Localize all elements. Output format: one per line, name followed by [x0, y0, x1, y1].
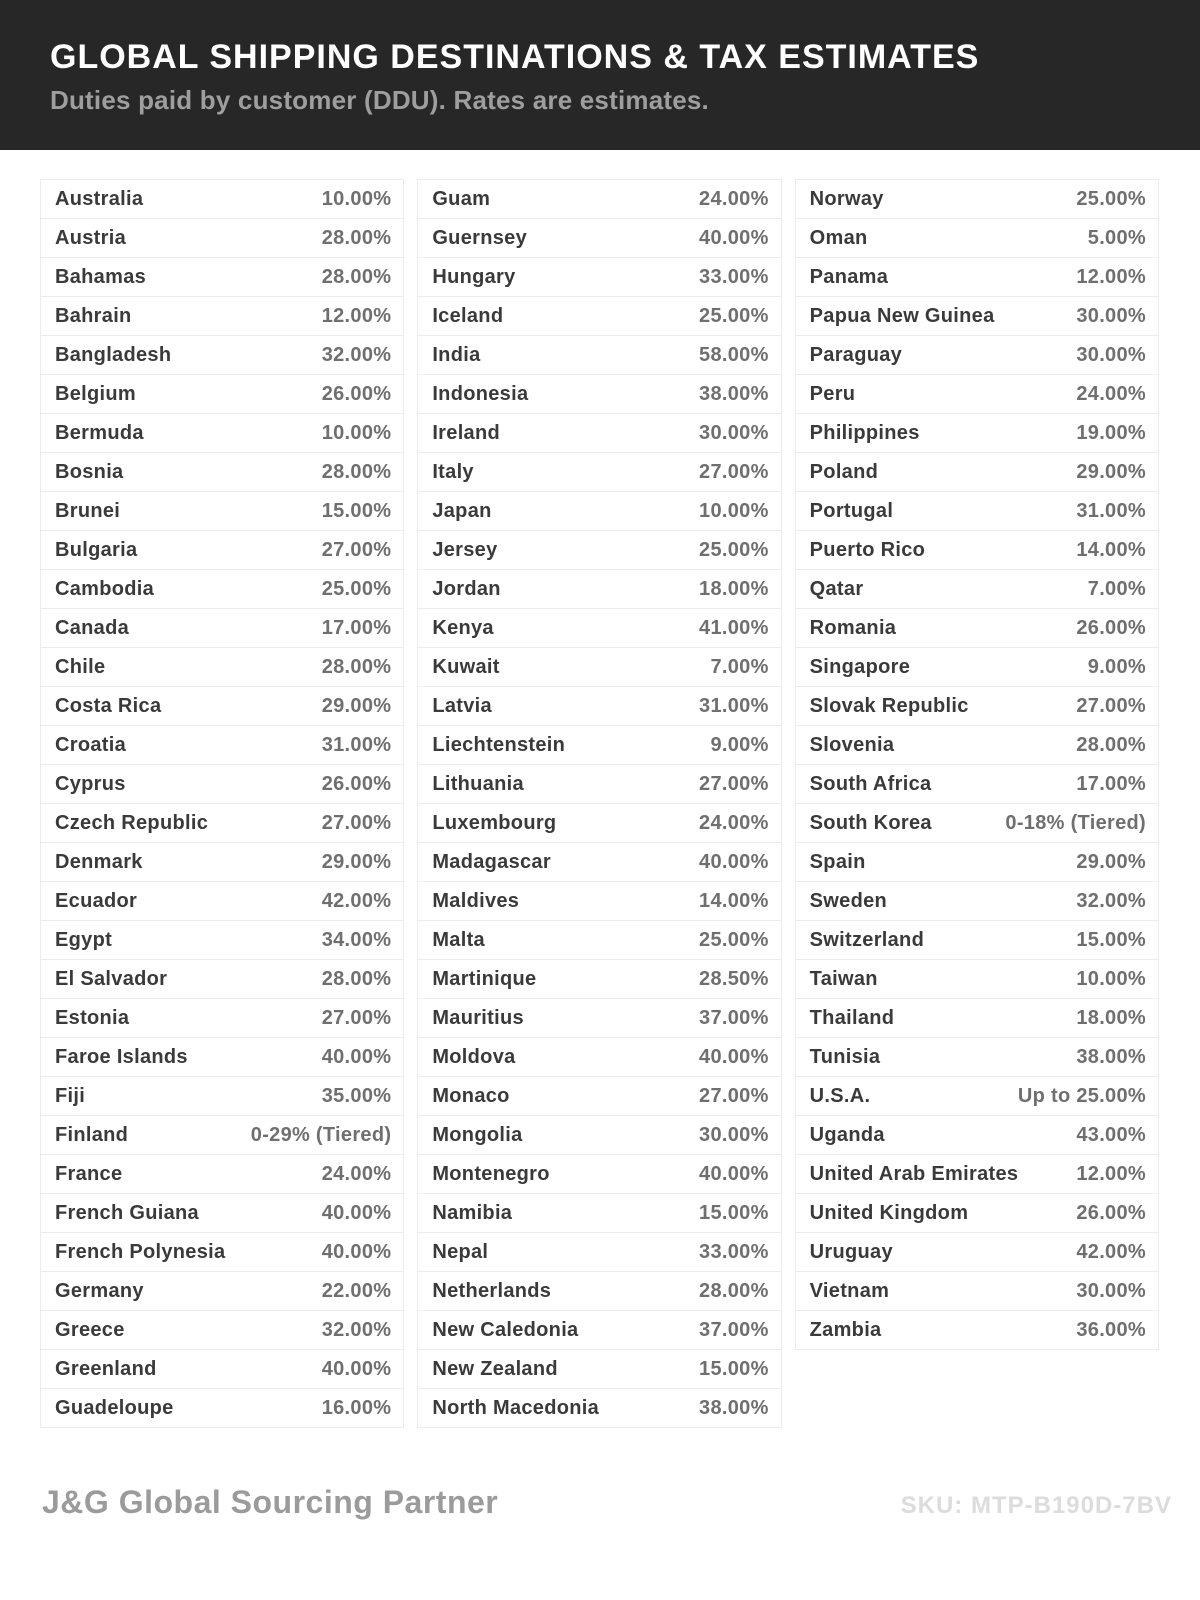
tax-rate: 7.00% — [710, 655, 769, 678]
table-row — [40, 686, 404, 726]
table-row — [417, 725, 781, 765]
tax-rate: 32.00% — [321, 343, 392, 366]
tax-rate: 15.00% — [699, 1357, 769, 1380]
tax-rate: 25.00% — [1076, 187, 1146, 210]
country-name: New Zealand — [432, 1357, 558, 1380]
table-row — [795, 296, 1159, 336]
country-name: Chile — [55, 655, 106, 678]
sku-label: SKU: MTP-B190D-7BV — [900, 1492, 1172, 1519]
table-row — [40, 842, 404, 882]
country-name: South Africa — [809, 772, 932, 795]
table-row — [795, 569, 1159, 609]
country-name: Spain — [809, 850, 866, 873]
tax-rate: 18.00% — [699, 577, 769, 600]
header-banner — [0, 0, 1200, 150]
tax-rate: 41.00% — [699, 616, 769, 639]
country-name: Peru — [809, 382, 856, 405]
tax-rate: 10.00% — [699, 499, 769, 522]
footer — [0, 1428, 1200, 1521]
tax-rate: 27.00% — [1076, 694, 1146, 717]
tax-rate: 42.00% — [1076, 1240, 1146, 1263]
table-row — [417, 1115, 781, 1155]
rates-column-1 — [40, 179, 404, 1428]
table-row — [40, 725, 404, 765]
tax-rate: 15.00% — [321, 499, 392, 522]
table-row — [795, 647, 1159, 687]
tax-rate: 26.00% — [321, 772, 392, 795]
tax-rate: 26.00% — [1076, 1201, 1146, 1224]
tax-rate: 29.00% — [1076, 460, 1146, 483]
country-name: Malta — [432, 928, 485, 951]
table-row — [417, 881, 781, 921]
tax-rate: 28.50% — [699, 967, 769, 990]
table-row — [795, 335, 1159, 375]
country-name: South Korea — [809, 811, 932, 834]
tax-rate: 33.00% — [699, 1240, 769, 1263]
table-row — [795, 803, 1159, 843]
table-row — [417, 296, 781, 336]
tax-rate: 28.00% — [321, 265, 392, 288]
table-row — [795, 179, 1159, 219]
table-row — [795, 920, 1159, 960]
table-row — [795, 452, 1159, 492]
tax-rate: 27.00% — [699, 460, 769, 483]
table-row — [795, 998, 1159, 1038]
country-name: Estonia — [55, 1006, 130, 1029]
country-name: Bangladesh — [55, 343, 172, 366]
table-row — [417, 374, 781, 414]
tax-rate: 10.00% — [321, 421, 392, 444]
table-row — [40, 374, 404, 414]
table-row — [417, 1232, 781, 1272]
tax-rate: 25.00% — [699, 304, 769, 327]
tax-rate: 10.00% — [1076, 967, 1146, 990]
country-name: Papua New Guinea — [809, 304, 995, 327]
country-name: Guadeloupe — [55, 1396, 174, 1419]
tax-rate: 30.00% — [1076, 1279, 1146, 1302]
tax-rate: 43.00% — [1076, 1123, 1146, 1146]
tax-rate: 40.00% — [321, 1240, 392, 1263]
country-name: Mongolia — [432, 1123, 523, 1146]
table-row — [417, 1310, 781, 1350]
country-name: Kuwait — [432, 655, 500, 678]
table-row — [417, 764, 781, 804]
tax-rate: 38.00% — [1076, 1045, 1146, 1068]
table-row — [40, 920, 404, 960]
country-name: Panama — [809, 265, 889, 288]
country-name: Zambia — [809, 1318, 882, 1341]
tax-rate: 7.00% — [1087, 577, 1146, 600]
rates-column-3 — [795, 179, 1159, 1350]
table-row — [795, 686, 1159, 726]
rates-table — [0, 150, 1200, 1428]
tax-rate: 32.00% — [321, 1318, 392, 1341]
table-row — [40, 491, 404, 531]
table-row — [40, 1388, 404, 1428]
tax-rate: 14.00% — [1076, 538, 1146, 561]
table-row — [795, 1154, 1159, 1194]
country-name: Maldives — [432, 889, 520, 912]
tax-rate: 17.00% — [1076, 772, 1146, 795]
table-row — [417, 335, 781, 375]
table-row — [417, 1388, 781, 1428]
tax-rate: 38.00% — [699, 1396, 769, 1419]
tax-rate: 40.00% — [699, 1162, 769, 1185]
country-name: Netherlands — [432, 1279, 552, 1302]
country-name: Uganda — [809, 1123, 885, 1146]
country-name: Latvia — [432, 694, 492, 717]
tax-rate: 28.00% — [321, 655, 392, 678]
country-name: Czech Republic — [55, 811, 209, 834]
tax-rate: 24.00% — [699, 187, 769, 210]
country-name: U.S.A. — [809, 1084, 871, 1107]
tax-rate: 38.00% — [699, 382, 769, 405]
tax-rate: 40.00% — [699, 226, 769, 249]
country-name: United Arab Emirates — [809, 1162, 1019, 1185]
country-name: Martinique — [432, 967, 537, 990]
rates-column-2 — [417, 179, 781, 1428]
table-row — [417, 842, 781, 882]
tax-rate: 37.00% — [699, 1318, 769, 1341]
country-name: Hungary — [432, 265, 516, 288]
tax-rate: 25.00% — [699, 928, 769, 951]
tax-rate: 15.00% — [699, 1201, 769, 1224]
country-name: Italy — [432, 460, 474, 483]
table-row — [417, 998, 781, 1038]
tax-rate: 40.00% — [321, 1201, 392, 1224]
country-name: Guam — [432, 187, 491, 210]
country-name: Cyprus — [55, 772, 126, 795]
country-name: Bosnia — [55, 460, 124, 483]
tax-rate: 31.00% — [321, 733, 392, 756]
country-name: Namibia — [432, 1201, 513, 1224]
tax-rate: 5.00% — [1087, 226, 1146, 249]
tax-rate: 25.00% — [699, 538, 769, 561]
table-row — [40, 452, 404, 492]
country-name: Iceland — [432, 304, 504, 327]
country-name: Nepal — [432, 1240, 489, 1263]
table-row — [40, 959, 404, 999]
tax-rate: 9.00% — [1087, 655, 1146, 678]
tax-rate: 10.00% — [321, 187, 392, 210]
country-name: Jersey — [432, 538, 498, 561]
tax-rate: 12.00% — [1076, 1162, 1146, 1185]
table-row — [417, 1193, 781, 1233]
table-row — [40, 1349, 404, 1389]
table-row — [40, 1232, 404, 1272]
country-name: Taiwan — [809, 967, 878, 990]
country-name: Bahrain — [55, 304, 132, 327]
tax-rate: 31.00% — [1076, 499, 1146, 522]
country-name: North Macedonia — [432, 1396, 600, 1419]
tax-rate: 34.00% — [321, 928, 392, 951]
table-row — [795, 764, 1159, 804]
country-name: Tunisia — [809, 1045, 881, 1068]
country-name: Greece — [55, 1318, 125, 1341]
country-name: Canada — [55, 616, 130, 639]
table-row — [40, 569, 404, 609]
country-name: Kenya — [432, 616, 494, 639]
table-row — [40, 1154, 404, 1194]
table-row — [40, 608, 404, 648]
country-name: Sweden — [809, 889, 888, 912]
tax-rate: 30.00% — [1076, 304, 1146, 327]
country-name: Finland — [55, 1123, 129, 1146]
country-name: Puerto Rico — [809, 538, 926, 561]
tax-rate: 12.00% — [321, 304, 392, 327]
tax-rate: 33.00% — [699, 265, 769, 288]
table-row — [795, 491, 1159, 531]
table-row — [40, 1037, 404, 1077]
table-row — [417, 920, 781, 960]
table-row — [417, 1076, 781, 1116]
tax-rate: 9.00% — [710, 733, 769, 756]
country-name: Lithuania — [432, 772, 524, 795]
tax-rate: 28.00% — [1076, 733, 1146, 756]
country-name: Portugal — [809, 499, 894, 522]
tax-rate: 14.00% — [699, 889, 769, 912]
country-name: Austria — [55, 226, 127, 249]
country-name: Montenegro — [432, 1162, 550, 1185]
country-name: Bulgaria — [55, 538, 138, 561]
country-name: Uruguay — [809, 1240, 893, 1263]
tax-rate: 36.00% — [1076, 1318, 1146, 1341]
country-name: Denmark — [55, 850, 143, 873]
country-name: Paraguay — [809, 343, 903, 366]
country-name: Fiji — [55, 1084, 86, 1107]
country-name: Greenland — [55, 1357, 157, 1380]
country-name: India — [432, 343, 481, 366]
tax-rate: 19.00% — [1076, 421, 1146, 444]
country-name: Germany — [55, 1279, 144, 1302]
table-row — [40, 998, 404, 1038]
tax-rate: 32.00% — [1076, 889, 1146, 912]
country-name: Slovenia — [809, 733, 895, 756]
table-row — [417, 179, 781, 219]
table-row — [417, 257, 781, 297]
table-row — [795, 959, 1159, 999]
tax-rate: 0-18% (Tiered) — [1005, 811, 1146, 834]
tax-rate: 27.00% — [699, 772, 769, 795]
table-row — [417, 959, 781, 999]
country-name: Switzerland — [809, 928, 925, 951]
tax-rate: 28.00% — [321, 460, 392, 483]
table-row — [417, 647, 781, 687]
country-name: Cambodia — [55, 577, 155, 600]
table-row — [795, 881, 1159, 921]
table-row — [40, 647, 404, 687]
tax-rate: 31.00% — [699, 694, 769, 717]
country-name: French Polynesia — [55, 1240, 226, 1263]
tax-rate: 58.00% — [699, 343, 769, 366]
country-name: Bermuda — [55, 421, 144, 444]
country-name: Thailand — [809, 1006, 895, 1029]
country-name: Bahamas — [55, 265, 147, 288]
table-row — [417, 1271, 781, 1311]
country-name: Ireland — [432, 421, 501, 444]
table-row — [795, 413, 1159, 453]
tax-rate: 28.00% — [321, 226, 392, 249]
country-name: Costa Rica — [55, 694, 162, 717]
table-row — [795, 1271, 1159, 1311]
country-name: Egypt — [55, 928, 113, 951]
country-name: El Salvador — [55, 967, 168, 990]
tax-rate: 35.00% — [321, 1084, 392, 1107]
tax-rate: 28.00% — [699, 1279, 769, 1302]
country-name: United Kingdom — [809, 1201, 969, 1224]
country-name: Singapore — [809, 655, 911, 678]
page-title: GLOBAL SHIPPING DESTINATIONS & TAX ESTIMATES — [50, 38, 980, 76]
country-name: Poland — [809, 460, 879, 483]
table-row — [795, 1232, 1159, 1272]
table-row — [40, 413, 404, 453]
country-name: Romania — [809, 616, 897, 639]
brand-name: J&G Global Sourcing Partner — [42, 1484, 499, 1520]
table-row — [795, 1037, 1159, 1077]
table-row — [417, 491, 781, 531]
tax-rate: 40.00% — [699, 1045, 769, 1068]
table-row — [795, 608, 1159, 648]
table-row — [417, 1037, 781, 1077]
table-row — [417, 608, 781, 648]
tax-rate: 30.00% — [699, 421, 769, 444]
table-row — [40, 1310, 404, 1350]
country-name: Oman — [809, 226, 868, 249]
tax-rate: 40.00% — [699, 850, 769, 873]
table-row — [40, 335, 404, 375]
country-name: Liechtenstein — [432, 733, 566, 756]
tax-rate: 16.00% — [321, 1396, 392, 1419]
table-row — [417, 686, 781, 726]
tax-rate: 24.00% — [1076, 382, 1146, 405]
table-row — [40, 764, 404, 804]
country-name: Belgium — [55, 382, 136, 405]
country-name: Croatia — [55, 733, 127, 756]
tax-rate: 30.00% — [699, 1123, 769, 1146]
table-row — [40, 1115, 404, 1155]
country-name: Brunei — [55, 499, 121, 522]
page-subtitle: Duties paid by customer (DDU). Rates are estimates. — [50, 85, 709, 115]
tax-rate: 28.00% — [321, 967, 392, 990]
table-row — [417, 413, 781, 453]
tax-rate: 17.00% — [321, 616, 392, 639]
table-row — [795, 842, 1159, 882]
tax-rate: 24.00% — [321, 1162, 392, 1185]
table-row — [795, 257, 1159, 297]
country-name: Guernsey — [432, 226, 527, 249]
country-name: Slovak Republic — [809, 694, 969, 717]
table-row — [417, 1154, 781, 1194]
table-row — [40, 1271, 404, 1311]
country-name: Philippines — [809, 421, 920, 444]
tax-rate: 12.00% — [1076, 265, 1146, 288]
tax-rate: 22.00% — [321, 1279, 392, 1302]
table-row — [795, 218, 1159, 258]
country-name: Ecuador — [55, 889, 138, 912]
tax-rate: 29.00% — [1076, 850, 1146, 873]
tax-rate: 42.00% — [321, 889, 392, 912]
tax-rate: 18.00% — [1076, 1006, 1146, 1029]
tax-rate: 37.00% — [699, 1006, 769, 1029]
tax-rate: 40.00% — [321, 1357, 392, 1380]
tax-rate: 29.00% — [321, 850, 392, 873]
table-row — [417, 1349, 781, 1389]
tax-rate: Up to 25.00% — [1017, 1084, 1146, 1107]
tax-rate: 26.00% — [1076, 616, 1146, 639]
table-row — [795, 1076, 1159, 1116]
table-row — [40, 1193, 404, 1233]
table-row — [40, 218, 404, 258]
table-row — [417, 530, 781, 570]
country-name: French Guiana — [55, 1201, 199, 1224]
table-row — [40, 257, 404, 297]
table-row — [795, 1193, 1159, 1233]
country-name: Mauritius — [432, 1006, 524, 1029]
table-row — [795, 1115, 1159, 1155]
country-name: Australia — [55, 187, 144, 210]
tax-rate: 25.00% — [321, 577, 392, 600]
table-row — [417, 218, 781, 258]
country-name: Indonesia — [432, 382, 529, 405]
table-row — [417, 569, 781, 609]
country-name: Luxembourg — [432, 811, 557, 834]
table-row — [40, 881, 404, 921]
country-name: Moldova — [432, 1045, 516, 1068]
table-row — [40, 530, 404, 570]
country-name: Japan — [432, 499, 492, 522]
table-row — [40, 296, 404, 336]
tax-rate: 27.00% — [321, 1006, 392, 1029]
country-name: Qatar — [809, 577, 864, 600]
table-row — [417, 452, 781, 492]
tax-rate: 30.00% — [1076, 343, 1146, 366]
tax-rate: 29.00% — [321, 694, 392, 717]
table-row — [417, 803, 781, 843]
table-row — [795, 374, 1159, 414]
country-name: Vietnam — [809, 1279, 890, 1302]
country-name: Jordan — [432, 577, 501, 600]
tax-rate: 0-29% (Tiered) — [250, 1123, 392, 1146]
country-name: Norway — [809, 187, 884, 210]
tax-rate: 26.00% — [321, 382, 392, 405]
table-row — [40, 1076, 404, 1116]
country-name: Monaco — [432, 1084, 510, 1107]
country-name: France — [55, 1162, 123, 1185]
tax-rate: 27.00% — [321, 811, 392, 834]
table-row — [40, 803, 404, 843]
tax-rate: 27.00% — [699, 1084, 769, 1107]
tax-rate: 40.00% — [321, 1045, 392, 1068]
table-row — [795, 1310, 1159, 1350]
table-row — [40, 179, 404, 219]
tax-rate: 27.00% — [321, 538, 392, 561]
country-name: Faroe Islands — [55, 1045, 188, 1068]
tax-rate: 15.00% — [1076, 928, 1146, 951]
country-name: Madagascar — [432, 850, 551, 873]
tax-rate: 24.00% — [699, 811, 769, 834]
table-row — [795, 725, 1159, 765]
table-row — [795, 530, 1159, 570]
country-name: New Caledonia — [432, 1318, 579, 1341]
